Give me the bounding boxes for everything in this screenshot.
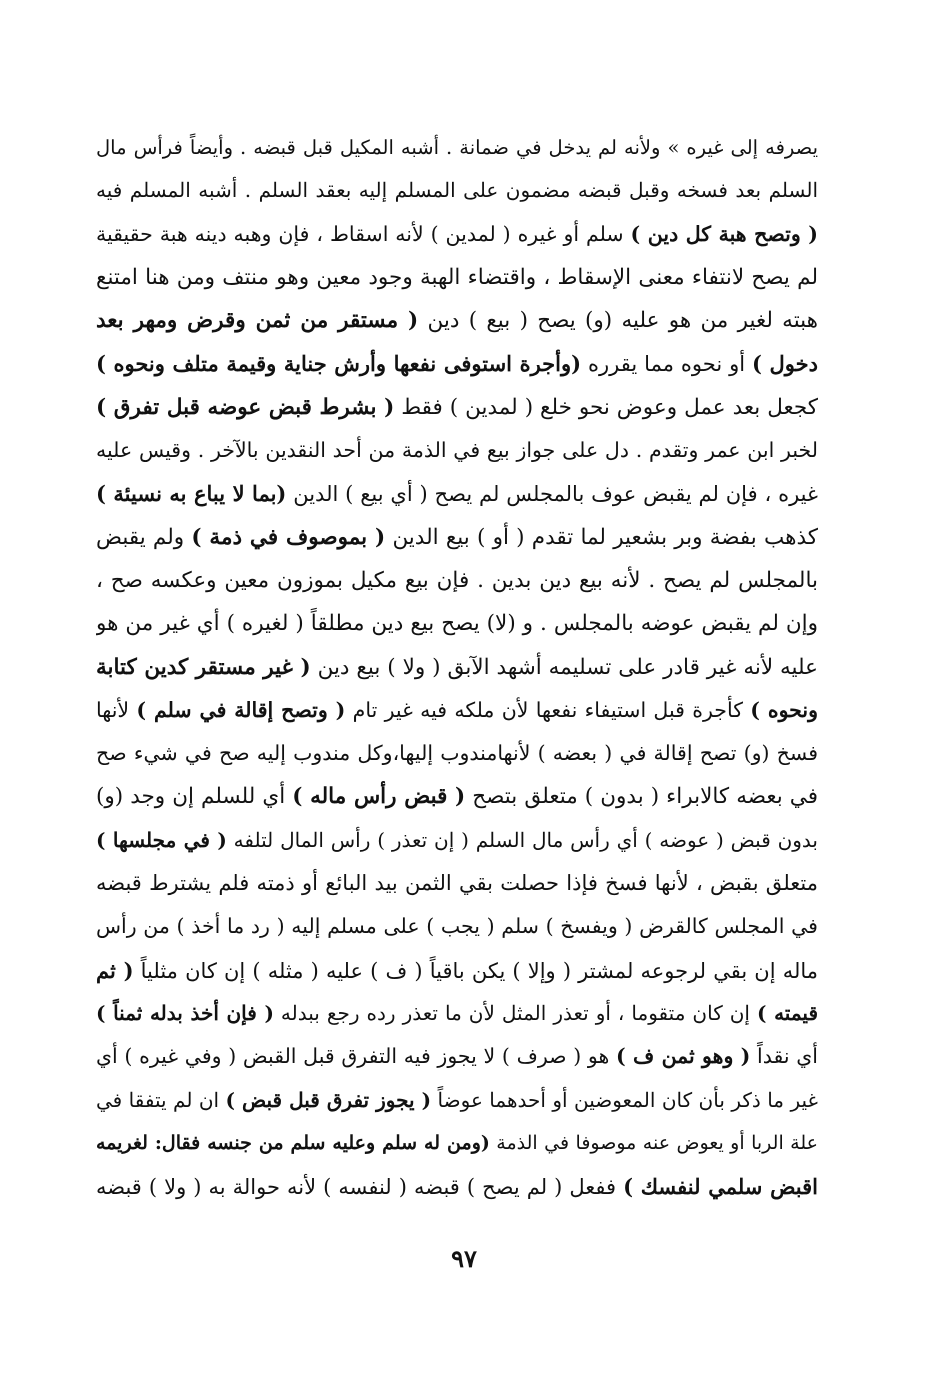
text-segment: كأجرة قبل استيفاء نفعها لأن ملكه فيه غير تام xyxy=(345,697,751,722)
bold-text-segment: ( وهو ثمن ف ) xyxy=(616,1044,751,1069)
bold-text-segment: ( بشرط قبض عوضه قبل تفرق ) xyxy=(96,394,395,420)
text-line xyxy=(96,775,818,818)
bold-text-segment: (ومن له سلم وعليه سلم من جنسه فقال: لغريمه xyxy=(96,1131,490,1154)
text-segment: هو ( صرف ) لا يجوز فيه التفرق قبل القبض ( وفي غيره ) أي xyxy=(96,1044,617,1069)
text-segment: إن كان متقوما ، أو تعذر المثل لأن ما تعذر رده رجع ببدله xyxy=(273,1000,757,1025)
body-text xyxy=(96,126,818,1208)
text-line xyxy=(96,689,818,732)
text-segment: ولم يقبض xyxy=(96,524,192,550)
bold-text-segment: (بما لا يباع به نسيئة ) xyxy=(96,481,287,507)
bold-text-segment: قيمته ) xyxy=(757,1000,818,1025)
text-segment: في المجلس كالقرض ( ويفسخ ) سلم ( يجب ) على مسلم إليه ( رد ما أخذ ) من رأس xyxy=(96,914,818,939)
text-segment: في بعضه كالابراء ( بدون ) متعلق بتصح xyxy=(465,784,818,810)
text-line xyxy=(96,169,818,212)
bold-text-segment: ( فإن أخذ بدله ثمناً ) xyxy=(96,1000,274,1025)
text-line xyxy=(96,732,818,775)
text-line xyxy=(96,862,818,905)
bold-text-segment: ( يجوز تفرق قبل قبض ) xyxy=(225,1087,432,1112)
bold-text-segment: ( مستقر من ثمن وقرض ومهر بعد xyxy=(96,308,419,334)
text-line xyxy=(96,559,818,602)
text-line xyxy=(96,1035,818,1078)
text-line xyxy=(96,1165,818,1208)
text-segment: بالمجلس لم يصح . لأنه بيع دين بدين . فإن بيع مكيل بموزون معين وعكسه صح ، xyxy=(96,567,818,593)
text-line xyxy=(96,992,818,1035)
page-number: ٩٧ xyxy=(451,1244,477,1273)
text-segment: علة الربا أو يعوض عنه موصوفا في الذمة xyxy=(489,1131,818,1154)
bold-text-segment: ونحوه ) xyxy=(750,697,818,722)
text-line xyxy=(96,646,818,689)
text-line xyxy=(96,602,818,645)
text-line xyxy=(96,516,818,559)
bold-text-segment: ( غير مستقر كدين كتابة xyxy=(96,654,311,680)
text-segment: سلم أو غيره ( لمدين ) لأنه اسقاط ، فإن وهبه دينه هبة حقيقية xyxy=(96,221,631,246)
text-line xyxy=(96,386,818,429)
text-segment: أي نقداً xyxy=(750,1044,818,1069)
text-line xyxy=(96,342,818,385)
bold-text-segment: ( وتصح هبة كل دين ) xyxy=(630,221,818,246)
text-segment: غير ما ذكر بأن كان المعوضين أو أحدهما عوضاً xyxy=(431,1087,818,1112)
text-segment: وإن لم يقبض عوضه بالمجلس . و (لا) يصح بيع دين مطلقاً ( لغيره ) أي غير من هو xyxy=(96,611,818,637)
text-line xyxy=(96,1122,818,1165)
text-segment: متعلق بقبض ، لأنها فسخ فإذا حصلت بقي الثمن بيد البائع أو ذمته فلم يشترط قبضه xyxy=(96,871,818,896)
text-segment: كذهب بفضة وبر بشعير لما تقدم ( أو ) بيع الدين xyxy=(385,524,818,550)
text-line xyxy=(96,819,818,862)
text-segment: هبته لغير من هو عليه (و) يصح ( بيع ) دين xyxy=(418,308,818,334)
bold-text-segment: اقبض سلمي لنفسك ) xyxy=(623,1174,818,1200)
text-segment: عليه لأنه غير قادر على تسليمه أشهد الآبق ( ولا ) بيع دين xyxy=(310,654,818,680)
bold-text-segment: ( بموصوف في ذمة ) xyxy=(191,524,386,550)
text-segment: غيره ، فإن لم يقبض عوف بالمجلس لم يصح ( أي بيع ) الدين xyxy=(286,482,818,507)
text-segment: ففعل ( لم يصح ) قبضه ( لنفسه ) لأنه حوالة به ( ولا ) قبضه xyxy=(96,1175,624,1200)
text-segment: ان لم يتفقا في xyxy=(96,1087,226,1112)
text-segment: لأنها xyxy=(96,697,137,722)
text-line xyxy=(96,472,818,515)
text-line xyxy=(96,949,818,992)
bold-text-segment: ( وتصح إقالة في سلم ) xyxy=(136,697,346,722)
bold-text-segment: ( قبض رأس ماله ) xyxy=(292,784,466,810)
text-segment: أي للسلم إن وجد (و) xyxy=(96,784,293,810)
text-line xyxy=(96,1079,818,1122)
text-segment: لخبر ابن عمر وتقدم . دل على جواز بيع في الذمة من أحد النقدين بالآخر . وقيس عليه xyxy=(96,438,818,463)
text-segment: ماله إن بقي لرجوعه لمشتر ( وإلا ) يكن باقياً ( ف ) عليه ( مثله ) إن كان مثلياً xyxy=(133,958,818,983)
text-segment: السلم بعد فسخه وقبل قبضه مضمون على المسلم إليه بعقد السلم . أشبه المسلم فيه xyxy=(96,178,818,203)
text-segment: يصرفه إلى غيره » ولأنه لم يدخل في ضمانة . أشبه المكيل قبل قبضه . وأيضاً فرأس مال xyxy=(96,136,818,159)
bold-text-segment: ( في مجلسها ) xyxy=(96,827,227,852)
text-segment: كجعل بعد عمل وعوض نحو خلع ( لمدين ) فقط xyxy=(394,394,818,420)
text-line xyxy=(96,429,818,472)
text-line xyxy=(96,905,818,948)
bold-text-segment: ( ثم xyxy=(96,957,134,983)
text-segment: لم يصح لانتفاء معنى الإسقاط ، واقتضاء الهبة وجود معين وهو منتف ومن هنا امتنع xyxy=(96,264,818,290)
bold-text-segment: (وأجرة استوفى نفعها وأرش جناية وقيمة متلف ونحوه ) xyxy=(96,351,582,377)
text-segment: بدون قبض ( عوضه ) أي رأس مال السلم ( إن تعذر ) رأس المال لتلفه xyxy=(226,827,818,852)
text-segment: أو نحوه مما يقرره xyxy=(581,352,753,377)
text-line xyxy=(96,213,818,256)
text-line xyxy=(96,256,818,299)
bold-text-segment: دخول ) xyxy=(752,351,818,377)
text-segment: فسخ (و) تصح إقالة في ( بعضه ) لأنهامندوب إليها،وكل مندوب إليه صح في شيء صح xyxy=(96,741,818,766)
text-line xyxy=(96,126,818,169)
text-line xyxy=(96,299,818,342)
